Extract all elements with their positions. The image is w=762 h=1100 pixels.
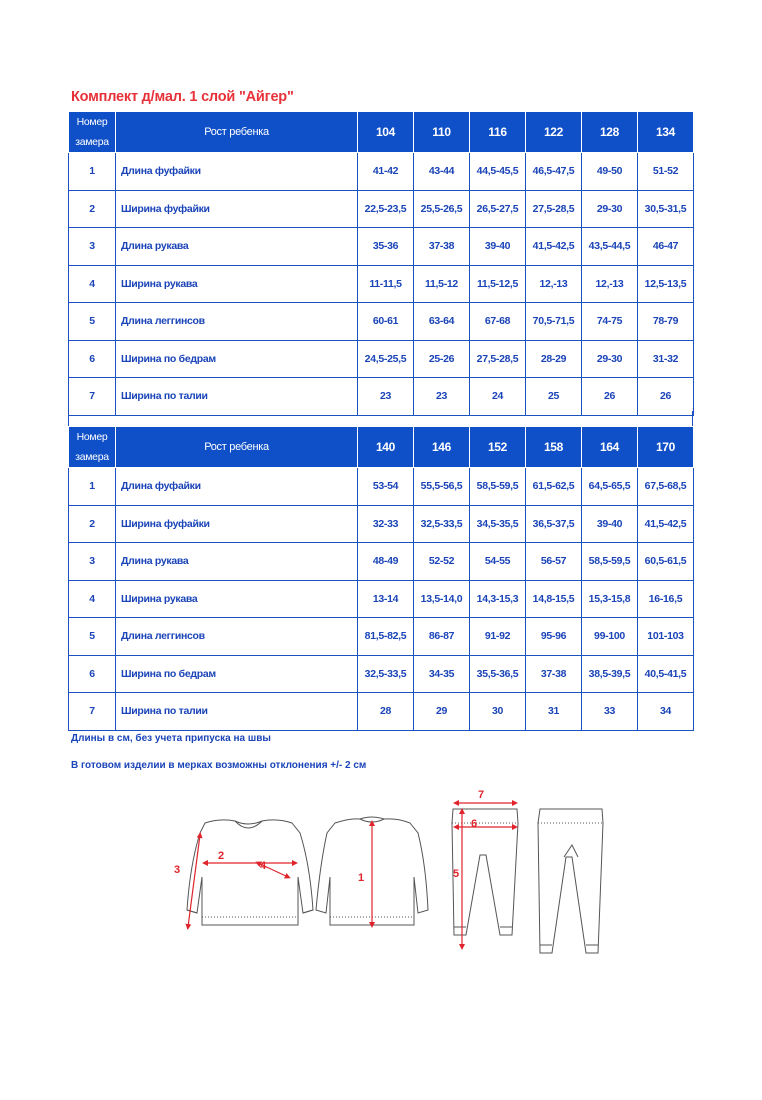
measure-value: 34-35 — [414, 655, 470, 693]
measure-value: 32,5-33,5 — [358, 655, 414, 693]
measure-number: 3 — [69, 228, 116, 266]
measure-number: 1 — [69, 153, 116, 191]
measure-value: 38,5-39,5 — [582, 655, 638, 693]
measure-value: 86-87 — [414, 618, 470, 656]
measure-number: 4 — [69, 580, 116, 618]
table-row — [69, 505, 694, 543]
measure-value: 11,5-12,5 — [470, 265, 526, 303]
measure-name: Длина фуфайки — [116, 468, 358, 506]
measure-value: 46-47 — [638, 228, 694, 266]
measure-value: 30 — [470, 693, 526, 731]
table-row — [69, 655, 694, 693]
measure-name: Ширина по бедрам — [116, 340, 358, 378]
size-table-2 — [68, 426, 694, 731]
measure-value: 34,5-35,5 — [470, 505, 526, 543]
shirt-front-measures — [188, 835, 295, 927]
measure-number: 6 — [69, 340, 116, 378]
measure-value: 52-52 — [414, 543, 470, 581]
measure-number-header — [69, 112, 116, 153]
measure-number: 4 — [69, 265, 116, 303]
measure-value: 30,5-31,5 — [638, 190, 694, 228]
measure-value: 44,5-45,5 — [470, 153, 526, 191]
measure-value: 12,-13 — [526, 265, 582, 303]
size-table-1 — [68, 111, 694, 416]
measure-value: 29-30 — [582, 340, 638, 378]
measure-value: 32,5-33,5 — [414, 505, 470, 543]
measure-name: Длина леггинсов — [116, 303, 358, 341]
measure-name: Длина рукава — [116, 228, 358, 266]
measure-name: Длина фуфайки — [116, 153, 358, 191]
measure-number: 6 — [69, 655, 116, 693]
measure-label-3: 3 — [174, 864, 181, 876]
measure-value: 22,5-23,5 — [358, 190, 414, 228]
measure-value: 35-36 — [358, 228, 414, 266]
measure-value: 60,5-61,5 — [638, 543, 694, 581]
measure-value: 101-103 — [638, 618, 694, 656]
table-row — [69, 340, 694, 378]
measure-value: 13-14 — [358, 580, 414, 618]
measure-value: 41,5-42,5 — [526, 228, 582, 266]
table-header-row — [69, 112, 694, 153]
measure-value: 31 — [526, 693, 582, 731]
measure-number: 2 — [69, 190, 116, 228]
measure-value: 16-16,5 — [638, 580, 694, 618]
measure-value: 37-38 — [526, 655, 582, 693]
measure-value: 25-26 — [414, 340, 470, 378]
table-row — [69, 190, 694, 228]
measure-number-header-line1: Номер — [76, 116, 108, 128]
measure-value: 24,5-25,5 — [358, 340, 414, 378]
measure-value: 53-54 — [358, 468, 414, 506]
measure-value: 58,5-59,5 — [582, 543, 638, 581]
measure-value: 23 — [414, 378, 470, 416]
measure-value: 54-55 — [470, 543, 526, 581]
measure-label-1: 1 — [358, 872, 365, 884]
measure-value: 34 — [638, 693, 694, 731]
measure-value: 25 — [526, 378, 582, 416]
table-row — [69, 378, 694, 416]
measure-name: Длина рукава — [116, 543, 358, 581]
measure-value: 39-40 — [582, 505, 638, 543]
measure-value: 12,-13 — [582, 265, 638, 303]
page-title: Комплект д/мал. 1 слой "Айгер" — [71, 89, 294, 105]
measure-number: 7 — [69, 693, 116, 731]
measure-value: 78-79 — [638, 303, 694, 341]
measure-value: 64,5-65,5 — [582, 468, 638, 506]
measure-label-2: 2 — [218, 850, 225, 862]
size-header: 146 — [414, 427, 470, 468]
measure-value: 41-42 — [358, 153, 414, 191]
measure-value: 26 — [638, 378, 694, 416]
measure-value: 36,5-37,5 — [526, 505, 582, 543]
measure-name: Ширина рукава — [116, 580, 358, 618]
measure-value: 29-30 — [582, 190, 638, 228]
measure-name: Ширина по талии — [116, 693, 358, 731]
table-row — [69, 693, 694, 731]
measure-value: 99-100 — [582, 618, 638, 656]
measure-value: 14,3-15,3 — [470, 580, 526, 618]
measure-value: 58,5-59,5 — [470, 468, 526, 506]
measure-value: 70,5-71,5 — [526, 303, 582, 341]
measure-value: 11-11,5 — [358, 265, 414, 303]
measure-value: 49-50 — [582, 153, 638, 191]
table-row — [69, 468, 694, 506]
height-header: Рост ребенка — [116, 112, 358, 153]
measure-name: Ширина рукава — [116, 265, 358, 303]
measure-value: 28-29 — [526, 340, 582, 378]
measure-label-4: 4 — [260, 860, 267, 872]
measure-value: 32-33 — [358, 505, 414, 543]
measure-value: 35,5-36,5 — [470, 655, 526, 693]
measure-number-header — [69, 427, 116, 468]
measure-value: 12,5-13,5 — [638, 265, 694, 303]
measure-name: Ширина по талии — [116, 378, 358, 416]
measure-value: 48-49 — [358, 543, 414, 581]
measure-value: 46,5-47,5 — [526, 153, 582, 191]
measure-value: 61,5-62,5 — [526, 468, 582, 506]
size-header: 110 — [414, 112, 470, 153]
measure-value: 60-61 — [358, 303, 414, 341]
table-row — [69, 618, 694, 656]
size-header: 104 — [358, 112, 414, 153]
measure-number: 1 — [69, 468, 116, 506]
measure-value: 28 — [358, 693, 414, 731]
measure-number: 7 — [69, 378, 116, 416]
measure-value: 63-64 — [414, 303, 470, 341]
measure-value: 41,5-42,5 — [638, 505, 694, 543]
measure-name: Длина леггинсов — [116, 618, 358, 656]
table-header-row — [69, 427, 694, 468]
table-row — [69, 543, 694, 581]
height-header: Рост ребенка — [116, 427, 358, 468]
measure-value: 43,5-44,5 — [582, 228, 638, 266]
size-header: 164 — [582, 427, 638, 468]
table-row — [69, 265, 694, 303]
measure-value: 26 — [582, 378, 638, 416]
measure-value: 11,5-12 — [414, 265, 470, 303]
measure-value: 91-92 — [470, 618, 526, 656]
measure-value: 13,5-14,0 — [414, 580, 470, 618]
table-row — [69, 580, 694, 618]
measure-value: 67,5-68,5 — [638, 468, 694, 506]
measure-value: 27,5-28,5 — [470, 340, 526, 378]
measure-number: 5 — [69, 618, 116, 656]
table-row — [69, 153, 694, 191]
measure-name: Ширина фуфайки — [116, 505, 358, 543]
measure-value: 55,5-56,5 — [414, 468, 470, 506]
measure-number-header-line2: замера — [75, 451, 109, 463]
measure-value: 56-57 — [526, 543, 582, 581]
measure-number: 5 — [69, 303, 116, 341]
table-gap — [68, 411, 693, 426]
shirt-front-drawing — [187, 820, 313, 925]
measure-value: 25,5-26,5 — [414, 190, 470, 228]
size-header: 152 — [470, 427, 526, 468]
size-header: 122 — [526, 112, 582, 153]
measure-value: 81,5-82,5 — [358, 618, 414, 656]
measure-value: 39-40 — [470, 228, 526, 266]
measure-value: 43-44 — [414, 153, 470, 191]
measure-label-7: 7 — [478, 789, 485, 801]
measure-name: Ширина по бедрам — [116, 655, 358, 693]
measure-value: 15,3-15,8 — [582, 580, 638, 618]
table-row — [69, 303, 694, 341]
size-header: 128 — [582, 112, 638, 153]
measure-value: 26,5-27,5 — [470, 190, 526, 228]
measure-value: 95-96 — [526, 618, 582, 656]
size-header: 116 — [470, 112, 526, 153]
measure-number-header-line2: замера — [75, 136, 109, 148]
size-header: 158 — [526, 427, 582, 468]
table-row — [69, 228, 694, 266]
measure-value: 27,5-28,5 — [526, 190, 582, 228]
measure-label-5: 5 — [453, 868, 460, 880]
pants-front-measures — [456, 803, 515, 947]
measure-value: 67-68 — [470, 303, 526, 341]
measure-value: 24 — [470, 378, 526, 416]
measure-value: 33 — [582, 693, 638, 731]
measure-number: 3 — [69, 543, 116, 581]
measure-value: 51-52 — [638, 153, 694, 191]
pants-back-drawing — [538, 809, 603, 953]
measure-value: 23 — [358, 378, 414, 416]
measure-value: 14,8-15,5 — [526, 580, 582, 618]
measure-value: 74-75 — [582, 303, 638, 341]
garment-diagrams — [160, 785, 620, 965]
measure-number: 2 — [69, 505, 116, 543]
note-tolerance: В готовом изделии в мерках возможны отклонения +/- 2 см — [71, 760, 367, 771]
size-header: 140 — [358, 427, 414, 468]
measure-value: 31-32 — [638, 340, 694, 378]
measure-label-6: 6 — [471, 818, 478, 830]
measure-value: 29 — [414, 693, 470, 731]
measure-name: Ширина фуфайки — [116, 190, 358, 228]
measure-value: 37-38 — [414, 228, 470, 266]
measure-number-header-line1: Номер — [76, 431, 108, 443]
size-header: 170 — [638, 427, 694, 468]
note-units: Длины в см, без учета припуска на швы — [71, 733, 271, 744]
size-header: 134 — [638, 112, 694, 153]
measure-value: 40,5-41,5 — [638, 655, 694, 693]
